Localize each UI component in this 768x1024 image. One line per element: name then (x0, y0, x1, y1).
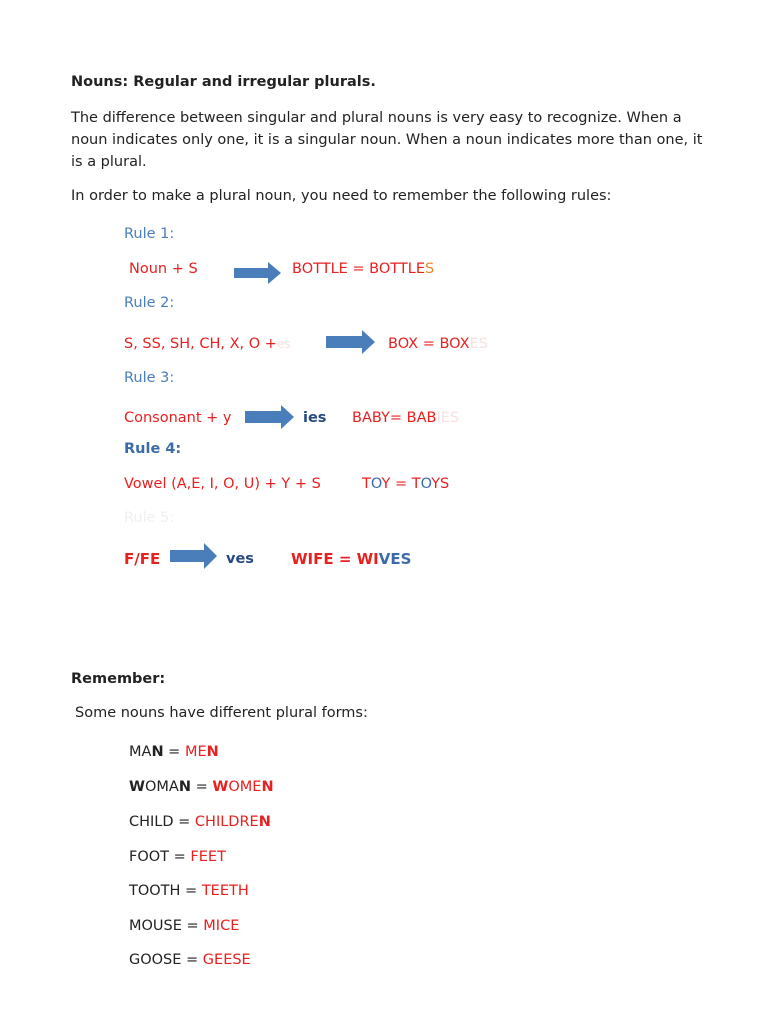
word-part: FEET (190, 849, 226, 865)
rule-2-label: Rule 2: (124, 295, 175, 311)
rule-4-example (362, 476, 449, 492)
list-item (129, 883, 249, 899)
rule-1-example-base: BOTTLE = BOTTLE (292, 261, 425, 277)
word-part: MA (129, 744, 152, 760)
rule-3-example-suffix: IES (436, 410, 460, 426)
rule-5-example (291, 550, 411, 568)
word-part: ME (184, 744, 207, 760)
rule-3-example (352, 410, 459, 426)
rule-5-ex-wi: WI (356, 550, 379, 568)
word-part: W (212, 779, 229, 795)
word-part: MOUSE = (129, 918, 204, 934)
rule-2-example (388, 336, 488, 352)
list-item (129, 744, 219, 760)
word-part: OME (228, 779, 262, 795)
rule-3-label: Rule 3: (124, 370, 175, 386)
list-item (129, 952, 251, 968)
rule-5-ex-ves: VES (378, 550, 412, 568)
list-item (129, 849, 226, 865)
rule-2-formula-suffix: es (276, 337, 291, 351)
rule-1-example-suffix: S (424, 261, 435, 277)
rule-4-ex-y1: Y = T (381, 476, 421, 492)
word-part: TEETH (201, 883, 249, 899)
rule-5-ex-ife: IFE = (307, 550, 357, 568)
rule-2-formula (124, 336, 291, 352)
rule-4-ex-ys: YS (431, 476, 450, 492)
rule-4-ex-o1: O (370, 476, 382, 492)
rule-5-formula: F/FE (124, 550, 161, 568)
rules-intro: In order to make a plural noun, you need to remember the following rules: (71, 188, 612, 204)
rule-3-formula: Consonant + y (124, 410, 232, 426)
rule-1-example (292, 261, 434, 277)
list-item (129, 779, 274, 795)
word-part: TOOTH = (129, 883, 202, 899)
rule-5-label: Rule 5: (124, 510, 175, 526)
rule-1-formula: Noun + S (129, 261, 198, 277)
right-arrow-icon (326, 330, 376, 354)
rule-5-result: ves (226, 551, 254, 567)
rule-4-formula: Vowel (A,E, I, O, U) + Y + S (124, 476, 321, 492)
remember-subtitle: Some nouns have different plural forms: (75, 705, 368, 721)
right-arrow-icon (245, 405, 295, 429)
word-part: N (258, 814, 271, 830)
word-part: N (261, 779, 274, 795)
word-part: W (129, 779, 145, 795)
word-part: GOOSE = (129, 952, 203, 968)
remember-heading: Remember: (71, 671, 166, 687)
word-part: GEESE (202, 952, 251, 968)
word-part: OMA (145, 779, 179, 795)
rule-4-label: Rule 4: (124, 441, 182, 457)
word-part: = (190, 779, 213, 795)
rule-3-result: ies (303, 410, 327, 426)
word-part: CHILD = (129, 814, 195, 830)
page-title: Nouns: Regular and irregular plurals. (71, 74, 376, 90)
rule-3-example-base: BABY= BAB (352, 410, 437, 426)
rule-4-ex-o2: O (420, 476, 432, 492)
word-part: N (206, 744, 219, 760)
word-part: = (163, 744, 185, 760)
rule-2-example-base: BOX = BOX (388, 336, 470, 352)
list-item (129, 814, 271, 830)
right-arrow-icon (170, 543, 218, 569)
rule-2-example-suffix: ES (469, 336, 488, 352)
rule-4-ex-t1: T (362, 476, 371, 492)
word-part: MICE (203, 918, 240, 934)
word-part: FOOT = (129, 849, 191, 865)
word-part: CHILDRE (194, 814, 259, 830)
right-arrow-icon (234, 262, 282, 284)
intro-paragraph: The difference between singular and plural nouns is very easy to recognize. When a noun indicates only one, it is a singular noun. When a noun indicates more than one, it is a plural. (71, 110, 703, 170)
list-item (129, 918, 239, 934)
rule-2-formula-main: S, SS, SH, CH, X, O + (124, 336, 277, 352)
rule-5-ex-w: W (291, 550, 308, 568)
word-part: N (151, 744, 164, 760)
rule-1-label: Rule 1: (124, 226, 175, 242)
word-part: N (178, 779, 191, 795)
